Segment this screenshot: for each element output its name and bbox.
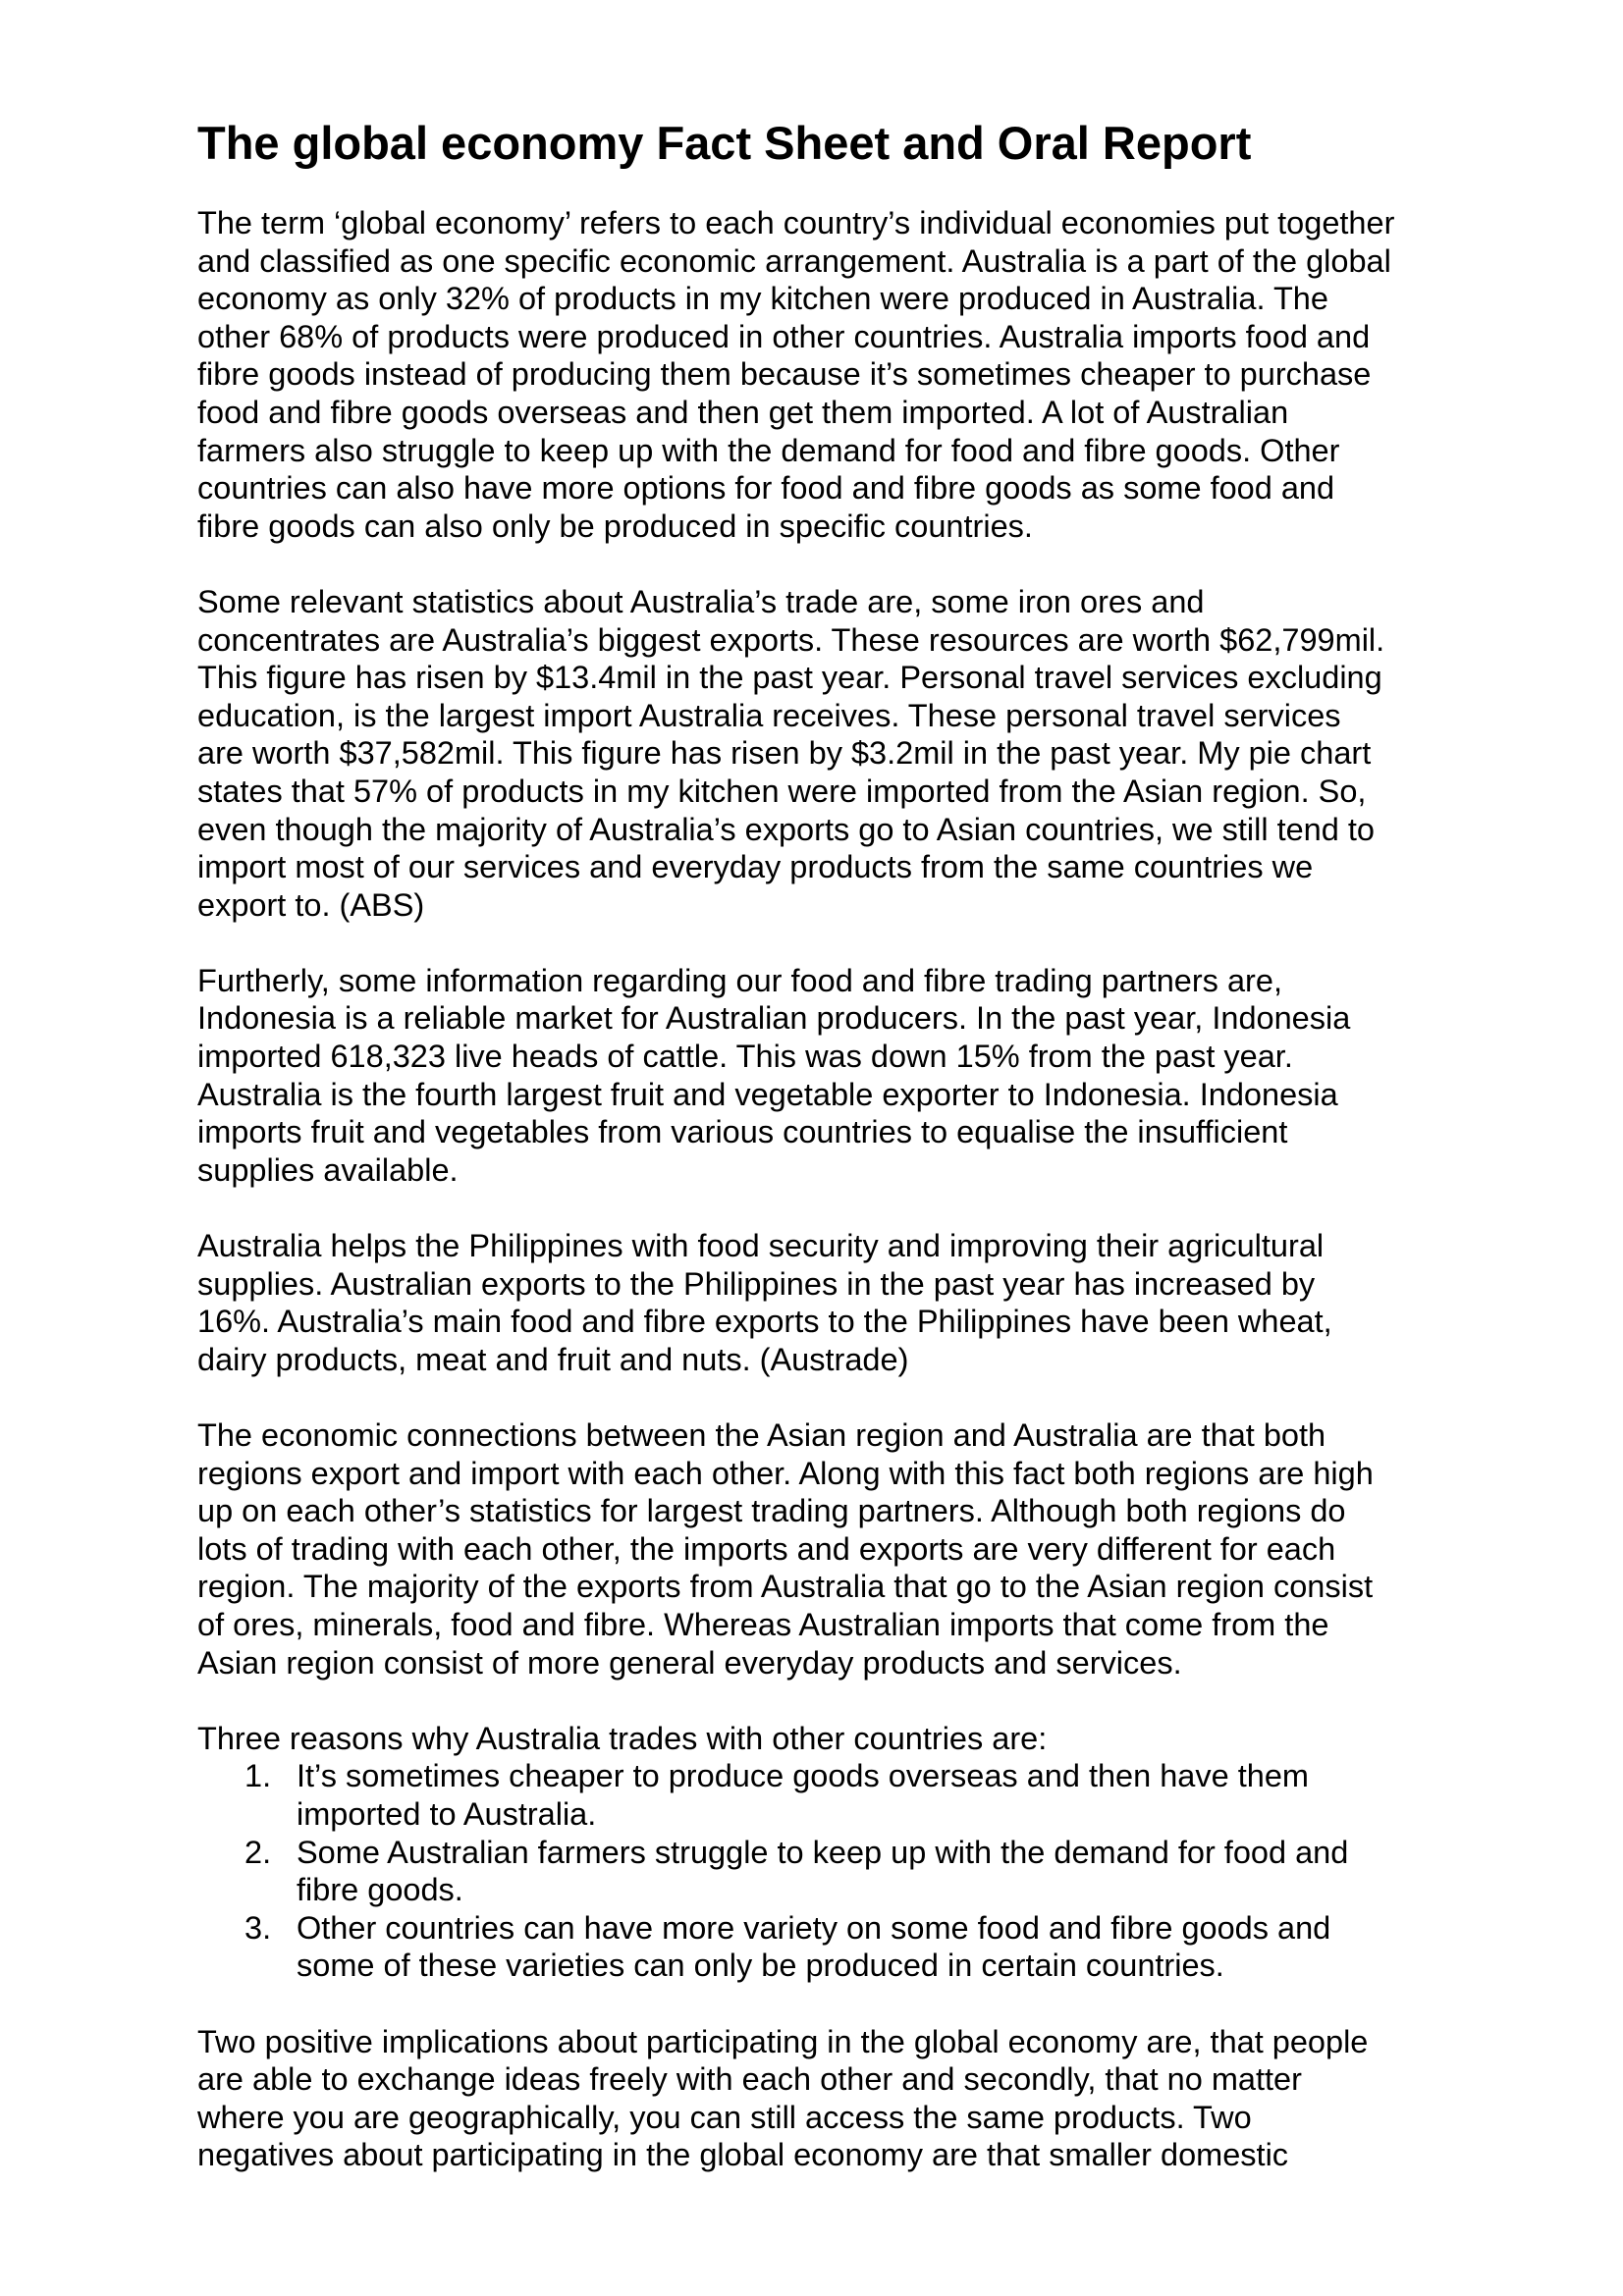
reasons-list bbox=[197, 1757, 1464, 1985]
list-intro bbox=[197, 1720, 1464, 1758]
text-line: imports fruit and vegetables from various countries to equalise the insufficient bbox=[197, 1114, 1288, 1150]
document-page bbox=[197, 116, 1464, 2174]
text-line: economy as only 32% of products in my kitchen were produced in Australia. The bbox=[197, 281, 1328, 317]
text-line: even though the majority of Australia’s exports go to Asian countries, we still tend to bbox=[197, 811, 1375, 847]
text-line: farmers also struggle to keep up with the demand for food and fibre goods. Other bbox=[197, 432, 1340, 468]
text-line: The economic connections between the Asian region and Australia are that both bbox=[197, 1417, 1326, 1453]
text-line: negatives about participating in the global economy are that smaller domestic bbox=[197, 2137, 1289, 2173]
text-line: Asian region consist of more general everyday products and services. bbox=[197, 1644, 1182, 1681]
text-line: regions export and import with each other. Along with this fact both regions are high bbox=[197, 1455, 1374, 1491]
text-line: dairy products, meat and fruit and nuts. (Austrade) bbox=[197, 1341, 909, 1377]
text-line: states that 57% of products in my kitchen were imported from the Asian region. So, bbox=[197, 773, 1367, 809]
text-line: It’s sometimes cheaper to produce goods overseas and then have them bbox=[297, 1758, 1309, 1794]
text-line: and classified as one specific economic arrangement. Australia is a part of the global bbox=[197, 242, 1391, 279]
paragraph-trade-statistics bbox=[197, 583, 1464, 924]
text-line: export to. (ABS) bbox=[197, 886, 425, 923]
text-line: are worth $37,582mil. This figure has risen by $3.2mil in the past year. My pie chart bbox=[197, 735, 1372, 772]
text-line: Other countries can have more variety on some food and fibre goods and bbox=[297, 1909, 1331, 1946]
text-line: fibre goods can also only be produced in specific countries. bbox=[197, 507, 1033, 544]
paragraph-philippines-trade bbox=[197, 1227, 1464, 1378]
paragraph-indonesia-trade bbox=[197, 962, 1464, 1190]
text-line: Some relevant statistics about Australia’s trade are, some iron ores and bbox=[197, 583, 1205, 619]
text-line: import most of our services and everyday products from the same countries we bbox=[197, 849, 1314, 885]
list-item bbox=[197, 1834, 1464, 1909]
list-item bbox=[197, 1909, 1464, 1985]
text-line: imported to Australia. bbox=[297, 1795, 597, 1832]
text-line: food and fibre goods overseas and then get them imported. A lot of Australian bbox=[197, 394, 1289, 430]
list-item bbox=[197, 1757, 1464, 1833]
text-line: Indonesia is a reliable market for Australian producers. In the past year, Indonesia bbox=[197, 1000, 1351, 1037]
text-line: are able to exchange ideas freely with each other and secondly, that no matter bbox=[197, 2061, 1302, 2098]
text-line: Furtherly, some information regarding our food and fibre trading partners are, bbox=[197, 962, 1282, 998]
paragraph-global-economy-definition bbox=[197, 204, 1464, 545]
text-line: supplies. Australian exports to the Philippines in the past year has increased by bbox=[197, 1265, 1316, 1302]
text-line: where you are geographically, you can still access the same products. Two bbox=[197, 2099, 1252, 2135]
list-number: 1. bbox=[244, 1758, 272, 1794]
text-line: The term ‘global economy’ refers to each country’s individual economies put together bbox=[197, 205, 1395, 240]
text-line: Some Australian farmers struggle to keep up with the demand for food and bbox=[297, 1834, 1349, 1870]
text-line: lots of trading with each other, the imports and exports are very different for each bbox=[197, 1530, 1336, 1567]
text-line: Three reasons why Australia trades with other countries are: bbox=[197, 1720, 1048, 1756]
list-number: 3. bbox=[244, 1909, 272, 1946]
text-line: other 68% of products were produced in other countries. Australia imports food and bbox=[197, 318, 1371, 354]
text-line: of ores, minerals, food and fibre. Whereas Australian imports that come from the bbox=[197, 1606, 1329, 1642]
paragraph-implications bbox=[197, 2023, 1464, 2174]
text-line: concentrates are Australia’s biggest exports. These resources are worth $62,799mil. bbox=[197, 621, 1385, 658]
text-line: up on each other’s statistics for largest trading partners. Although both regions do bbox=[197, 1493, 1346, 1529]
document-title: The global economy Fact Sheet and Oral Report bbox=[197, 117, 1252, 169]
text-line: education, is the largest import Australia receives. These personal travel services bbox=[197, 697, 1341, 733]
text-line: region. The majority of the exports from Australia that go to the Asian region consist bbox=[197, 1569, 1374, 1605]
text-line: Two positive implications about participating in the global economy are, that people bbox=[197, 2023, 1369, 2059]
text-line: some of these varieties can only be produced in certain countries. bbox=[297, 1948, 1224, 1984]
text-line: Australia helps the Philippines with food security and improving their agricultural bbox=[197, 1228, 1325, 1264]
text-line: fibre goods instead of producing them because it’s sometimes cheaper to purchase bbox=[197, 356, 1372, 393]
text-line: countries can also have more options for food and fibre goods as some food and bbox=[197, 470, 1335, 507]
text-line: supplies available. bbox=[197, 1151, 459, 1188]
text-line: 16%. Australia’s main food and fibre exports to the Philippines have been wheat, bbox=[197, 1304, 1332, 1340]
text-line: This figure has risen by $13.4mil in the past year. Personal travel services excluding bbox=[197, 660, 1382, 696]
text-line: fibre goods. bbox=[297, 1872, 463, 1908]
text-line: Australia is the fourth largest fruit and vegetable exporter to Indonesia. Indonesia bbox=[197, 1076, 1338, 1112]
list-number: 2. bbox=[244, 1834, 272, 1870]
text-line: imported 618,323 live heads of cattle. This was down 15% from the past year. bbox=[197, 1039, 1293, 1075]
paragraph-economic-connections bbox=[197, 1416, 1464, 1682]
